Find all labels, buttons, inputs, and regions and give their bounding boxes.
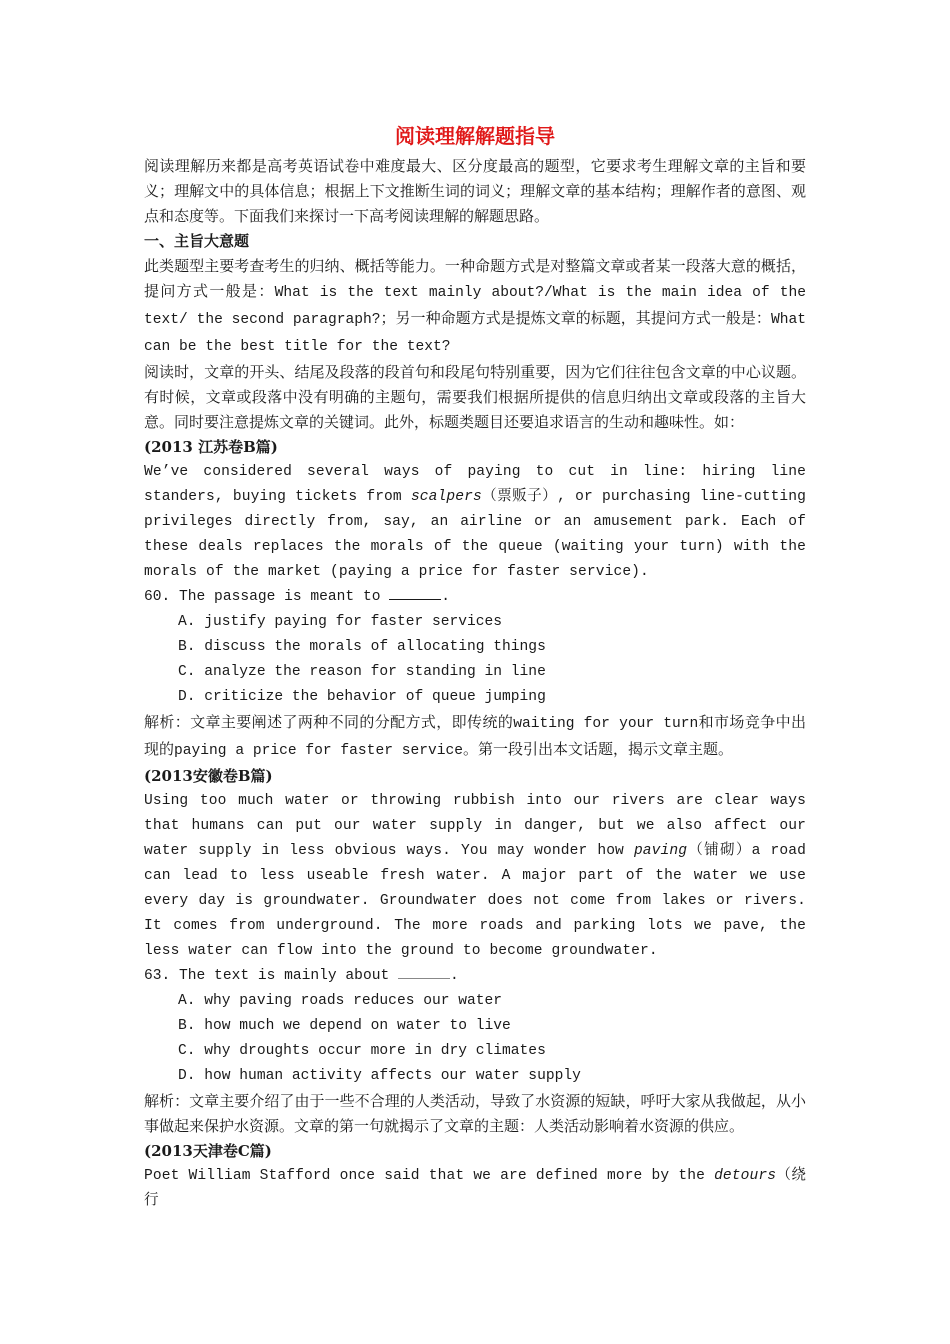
- example-source: (2013天津卷C篇): [144, 1142, 272, 1160]
- passage-text: （绕行: [144, 1168, 807, 1209]
- analysis: 解析：文章主要介绍了由于一些不合理的人类活动，导致了水资源的短缺，呼吁大家从我做起，从小事做起来保护水资源。文章的第一句就揭示了文章的主题：人类活动影响着水资源的供应。: [144, 1092, 806, 1135]
- section-paragraph-2: 阅读时，文章的开头、结尾及段落的段首句和段尾句特别重要，因为它们往往包含文章的中心议题。有时候，文章或段落中没有明确的主题句，需要我们根据所提供的信息归纳出文章或段落的主旨大意。同时要注意提炼文章的关键词。此外，标题类题目还要追求语言的生动和趣味性。如：: [144, 363, 806, 431]
- option-b: B. how much we depend on water to live: [178, 1018, 511, 1034]
- question: 63. The text is mainly about .: [144, 964, 806, 989]
- example-source: (2013安徽卷B篇): [144, 767, 273, 785]
- question: 60. The passage is meant to .: [144, 585, 806, 610]
- section-heading: 一、主旨大意题: [144, 232, 250, 250]
- example-passage: [144, 460, 806, 585]
- passage-text: Poet William Stafford once said that we are defined more by the: [144, 1168, 715, 1184]
- p1-text-a: 此类题型主要考查考生的归纳、概括等能力。一种命题方式是对整篇文章或者某一段落大意的概括，提问方式一般是：: [144, 257, 806, 300]
- option-d: D. criticize the behavior of queue jumping: [178, 689, 546, 705]
- p1-text-d: What can be the best title for the text?: [144, 312, 806, 355]
- example-source: (2013 江苏卷B篇): [144, 438, 278, 456]
- example-passage: [144, 789, 806, 964]
- question-text: 63. The text is mainly about: [144, 968, 390, 984]
- option-b: B. discuss the morals of allocating things: [178, 639, 546, 655]
- document-title: 阅读理解解题指导: [395, 124, 555, 148]
- answer-blank: [389, 585, 441, 600]
- analysis-text: 和市场竞争中出现的: [144, 713, 806, 758]
- question-text: 60. The passage is meant to: [144, 589, 381, 605]
- p1-text-c: ；另一种命题方式是提炼文章的标题，其提问方式一般是：: [380, 309, 771, 327]
- section-paragraph-1: [144, 254, 806, 360]
- p1-text-b: What is the text mainly about?/What is the main idea of the text/ the second paragraph?: [144, 285, 806, 328]
- analysis-text: waiting for your turn: [513, 716, 699, 732]
- analysis: [144, 710, 806, 764]
- answer-blank: [398, 964, 450, 979]
- intro-paragraph: 阅读理解历来都是高考英语试卷中难度最大、区分度最高的题型，它要求考生理解文章的主旨和要义；理解文中的具体信息；根据上下文推断生词的词义；理解文章的基本结构；理解作者的意图、观点和态度等。下面我们来探讨一下高考阅读理解的解题思路。: [144, 157, 806, 225]
- passage-emphasis: scalpers: [410, 489, 482, 505]
- document-page: [144, 118, 806, 1214]
- option-a: A. justify paying for faster services: [178, 614, 503, 630]
- passage-text: Using too much water or throwing rubbish into our rivers are clear ways that humans can put our water supply in danger, but we also affect our water supply in less obvious ways. You may wonder how: [144, 793, 806, 859]
- analysis-text: paying a price for faster service: [174, 743, 464, 759]
- option-a: A. why paving roads reduces our water: [178, 993, 503, 1009]
- passage-text: We’ve considered several ways of paying to cut in line: hiring line standers, buying tickets from: [144, 464, 806, 505]
- passage-text: （票贩子）, or purchasing line-cutting privileges directly from, say, an airline or an amusement park. Each of these deals replaces the morals of the queue (waiting your turn) with the morals of the market (paying a price for faster service).: [144, 489, 807, 580]
- option-c: C. why droughts occur more in dry climates: [178, 1043, 546, 1059]
- passage-text: （铺砌）a road can lead to less useable fresh water. A major part of the water we use every day is groundwater. Groundwater does not come from lakes or rivers. It comes from underground. The more roads and parking lots we pave, the less water can flow into the ground to become groundwater.: [144, 843, 806, 959]
- example-passage: [144, 1164, 806, 1214]
- passage-emphasis: paving: [633, 843, 688, 859]
- option-d: D. how human activity affects our water supply: [178, 1068, 581, 1084]
- analysis-text: 解析：文章主要阐述了两种不同的分配方式，即传统的: [144, 713, 514, 731]
- passage-emphasis: detours: [714, 1168, 777, 1184]
- option-c: C. analyze the reason for standing in line: [178, 664, 546, 680]
- analysis-text: 。第一段引出本文话题，揭示文章主题。: [463, 740, 734, 758]
